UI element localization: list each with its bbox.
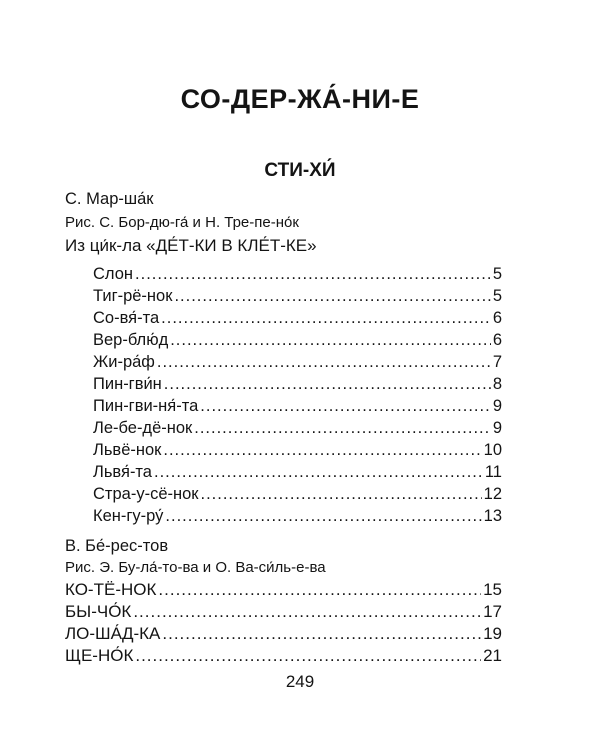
cycle-title: Из ци́к-ла «ДЕ́Т-КИ В КЛЕ́Т-КЕ» [65,236,317,255]
toc-leader-dots [170,329,491,351]
toc-entry[interactable] [93,285,502,307]
toc-entry-page: 19 [483,624,502,643]
toc-leader-dots [133,601,481,623]
toc-entry-title: Кен-гу-ру́ [93,507,164,525]
toc-entry[interactable] [65,623,502,645]
toc-entry-title: ЛО-ША́Д-КА [65,624,161,643]
toc-entry[interactable] [93,307,502,329]
toc-entry-title: ЩЕ-НО́К [65,646,134,665]
toc-entry[interactable] [93,505,502,527]
toc-entry[interactable] [93,461,502,483]
toc-entry-page: 11 [484,463,502,481]
toc-leader-dots [165,505,481,527]
toc-entry[interactable] [65,601,502,623]
toc-entry[interactable] [93,373,502,395]
author-marshak: С. Мар-ша́к [65,190,154,208]
toc-leader-dots [158,579,481,601]
toc-entry-title: Тиг-рё-нок [93,287,173,305]
toc-entry-page: 5 [492,287,502,305]
toc-leader-dots [163,439,481,461]
toc-entry-page: 17 [483,602,502,621]
toc-entry-page: 21 [483,646,502,665]
toc-entry-title: Слон [93,265,134,283]
page-title: СО-ДЕР-ЖА́-НИ-Е [180,84,420,114]
toc-leader-dots [135,263,491,285]
toc-entry[interactable] [93,351,502,373]
toc-entry[interactable] [93,263,502,285]
toc-entry-title: Львя́-та [93,463,152,481]
author-berestov: В. Бе́-рес-тов [65,537,169,555]
toc-leader-dots [201,483,482,505]
toc-leader-dots [200,395,491,417]
toc-entry-title: Пин-гви́н [93,375,162,393]
toc-entry-title: Львё-нок [93,441,162,459]
toc-entry-page: 9 [492,397,502,415]
toc-leader-dots [161,307,491,329]
toc-leader-dots [135,645,481,667]
toc-entry-page: 13 [483,507,502,525]
toc-entry-page: 6 [492,331,502,349]
toc-entry-page: 10 [483,441,502,459]
section-heading: СТИ-ХИ́ [264,160,336,181]
toc-leader-dots [154,461,483,483]
toc-entry-title: БЫ-ЧО́К [65,602,132,621]
toc-leader-dots [164,373,491,395]
toc-leader-dots [194,417,491,439]
toc-entry-page: 15 [483,580,502,599]
toc-entry[interactable] [93,329,502,351]
toc-entry-page: 5 [492,265,502,283]
toc-entry-page: 12 [483,485,502,503]
toc-entry[interactable] [93,483,502,505]
toc-entry-page: 8 [492,375,502,393]
toc-entry-page: 7 [492,353,502,371]
toc-entry-page: 6 [492,309,502,327]
toc-entry-title: Со-вя́-та [93,309,160,327]
illustrators-line: Рис. С. Бор-дю-га́ и Н. Тре-пе-но́к [65,214,299,231]
illustrators-line: Рис. Э. Бу-ла́-то-ва и О. Ва-си́ль-е-ва [65,559,326,576]
toc-entry[interactable] [65,645,502,667]
toc-leader-dots [157,351,491,373]
toc-entry-title: Пин-гви-ня́-та [93,397,199,415]
toc-entry-title: Ле-бе-дё-нок [93,419,193,437]
toc-leader-dots [174,285,490,307]
toc-entry-title: Жи-ра́ф [93,353,155,371]
toc-entry[interactable] [93,417,502,439]
toc-entry[interactable] [93,439,502,461]
toc-entry-title: Стра-у-сё-нок [93,485,199,503]
toc-entry-title: КО-ТЁ-НОК [65,580,157,599]
toc-entry[interactable] [93,395,502,417]
toc-entry-page: 9 [492,419,502,437]
page-number: 249 [285,672,315,691]
toc-leader-dots [162,623,481,645]
toc-entry-title: Вер-блю́д [93,331,169,349]
toc-entry[interactable] [65,579,502,601]
